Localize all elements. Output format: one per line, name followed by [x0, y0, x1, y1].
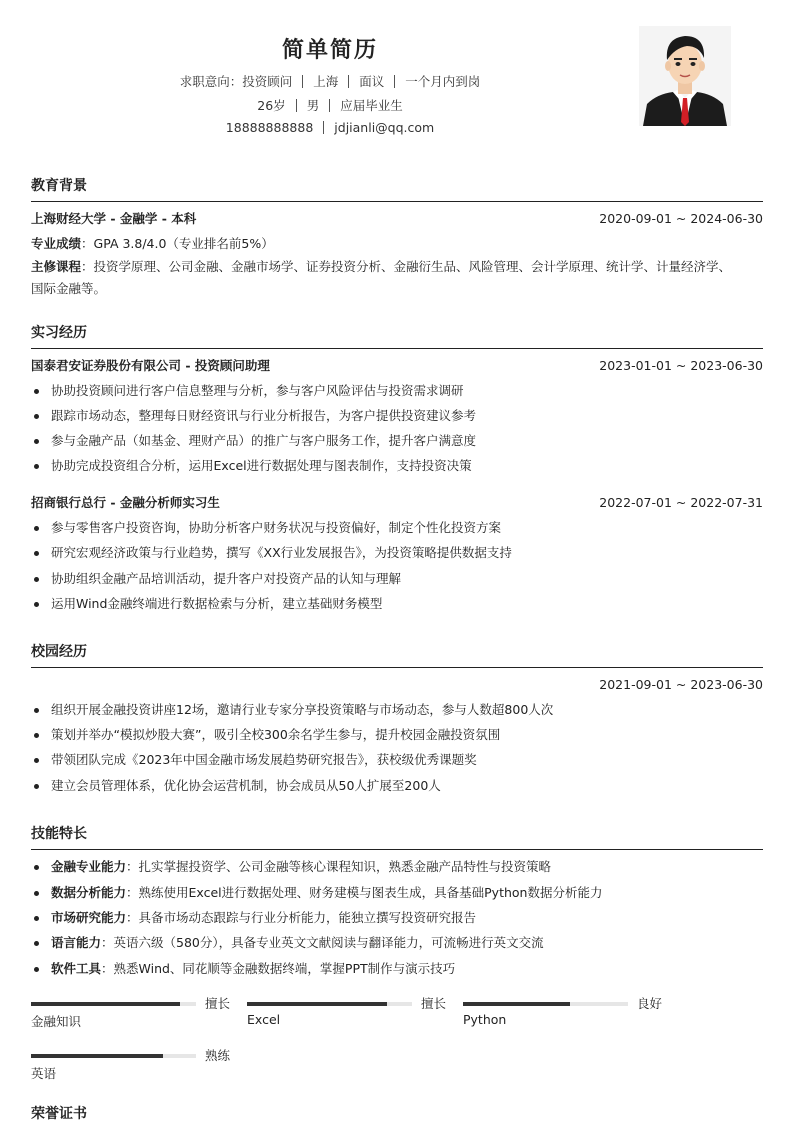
grade-row: [31, 235, 763, 253]
skill-item: [31, 909, 763, 927]
skill-text: ：熟悉Wind、同花顺等金融数据终端，掌握PPT制作与演示技巧: [101, 961, 456, 976]
email: jdjianli@qq.com: [334, 120, 435, 135]
list-item: 协助完成投资组合分析，运用Excel进行数据处理与图表制作，支持投资决策: [31, 457, 763, 475]
personal-info-line: [0, 96, 660, 114]
location: 上海: [313, 74, 339, 89]
job-header: [31, 494, 763, 512]
salary: 面议: [359, 74, 385, 89]
list-item: 研究宏观经济政策与行业趋势，撰写《XX行业发展报告》，为投资策略提供数据支持: [31, 544, 763, 562]
section-title-campus: 校园经历: [31, 641, 763, 668]
skill-label: 软件工具: [51, 961, 102, 976]
section-title-honors: 荣誉证书: [31, 1106, 87, 1122]
section-title-skills: 技能特长: [31, 823, 763, 850]
courses-label: 主修课程: [31, 259, 82, 274]
divider: [329, 99, 330, 112]
list-item: 跟踪市场动态，整理每日财经资讯与行业分析报告，为客户提供投资建议参考: [31, 407, 763, 425]
avatar: [639, 26, 731, 126]
skill-bar: [247, 998, 447, 1038]
grade-value: ：GPA 3.8/4.0（专业排名前5%）: [81, 236, 274, 251]
skill-bar: [31, 1050, 231, 1090]
skill-label: 市场研究能力: [51, 910, 127, 925]
skill-level: 良好: [637, 996, 663, 1011]
list-item: 建立会员管理体系，优化协会运营机制，协会成员从50人扩展至200人: [31, 777, 763, 795]
status: 应届毕业生: [340, 98, 403, 113]
skill-bar-track: [31, 1054, 196, 1058]
skill-name: Excel: [247, 1012, 281, 1027]
skill-name: Python: [463, 1012, 507, 1027]
divider: [394, 75, 395, 88]
skill-level: 擅长: [205, 996, 231, 1011]
skill-item: [31, 960, 763, 978]
availability: 一个月内到岗: [405, 74, 481, 89]
grade-label: 专业成绩: [31, 236, 82, 251]
job-header: [31, 357, 763, 375]
courses-row-cont: [31, 280, 763, 298]
courses-row: [31, 258, 763, 276]
skill-item: [31, 884, 763, 902]
divider: [302, 75, 303, 88]
skill-text: ：扎实掌握投资学、公司金融等核心课程知识，熟悉金融产品特性与投资策略: [126, 859, 552, 874]
skill-bar-fill: [31, 1054, 163, 1058]
divider: [323, 121, 324, 134]
skill-bar: [463, 998, 663, 1038]
job-date: 2023-01-01 ~ 2023-06-30: [599, 358, 763, 373]
divider: [348, 75, 349, 88]
skill-text: ：英语六级（580分），具备专业英文文献阅读与翻译能力，可流畅进行英文交流: [101, 935, 544, 950]
age: 26岁: [257, 98, 286, 113]
skill-bar-track: [31, 1002, 196, 1006]
resume-header: [0, 0, 794, 150]
job-intention: 求职意向：投资顾问: [179, 74, 293, 89]
list-item: 参与零售客户投资咨询，协助分析客户财务状况与投资偏好，制定个性化投资方案: [31, 519, 763, 537]
skill-text: ：熟练使用Excel进行数据处理、财务建模与图表生成，具备基础Python数据分析能力: [126, 885, 603, 900]
skill-label: 语言能力: [51, 935, 102, 950]
phone: 18888888888: [225, 120, 314, 135]
list-item: 组织开展金融投资讲座12场，邀请行业专家分享投资策略与市场动态，参与人数超800人次: [31, 701, 763, 719]
list-item: 运用Wind金融终端进行数据检索与分析，建立基础财务模型: [31, 595, 763, 613]
gender: 男: [306, 98, 320, 113]
skill-bar-fill: [31, 1002, 180, 1006]
divider: [296, 99, 297, 112]
list-item: 策划并举办“模拟炒股大赛”，吸引全校300余名学生参与，提升校园金融投资氛围: [31, 726, 763, 744]
courses-value-cont: 国际金融等。: [31, 281, 107, 296]
list-item: 带领团队完成《2023年中国金融市场发展趋势研究报告》，获校级优秀课题奖: [31, 751, 763, 769]
school-degree: 上海财经大学 - 金融学 - 本科: [31, 211, 197, 226]
job-company: 国泰君安证券股份有限公司 - 投资顾问助理: [31, 358, 270, 373]
skill-bar-track: [463, 1002, 628, 1006]
job-intention-line: [0, 72, 660, 90]
skill-item: [31, 934, 763, 952]
job-company: 招商银行总行 - 金融分析师实习生: [31, 495, 220, 510]
list-item: 协助投资顾问进行客户信息整理与分析，参与客户风险评估与投资需求调研: [31, 382, 763, 400]
list-item: 协助组织金融产品培训活动，提升客户对投资产品的认知与理解: [31, 570, 763, 588]
education-date: 2020-09-01 ~ 2024-06-30: [599, 211, 763, 226]
skill-level: 熟练: [205, 1048, 231, 1063]
skill-item: [31, 858, 763, 876]
skill-name: 金融知识: [31, 1014, 82, 1029]
skill-label: 金融专业能力: [51, 859, 127, 874]
skill-level: 擅长: [421, 996, 447, 1011]
section-title-education: 教育背景: [31, 175, 763, 202]
skill-label: 数据分析能力: [51, 885, 127, 900]
resume-name: 简单简历: [281, 38, 378, 63]
avatar-portrait-icon: [639, 26, 731, 126]
contact-line: [0, 120, 660, 135]
section-title-internship: 实习经历: [31, 322, 763, 349]
skill-text: ：具备市场动态跟踪与行业分析能力，能独立撰写投资研究报告: [126, 910, 477, 925]
courses-value: ：投资学原理、公司金融、金融市场学、证券投资分析、金融衍生品、风险管理、会计学原理、统计学、计量经济学、: [81, 259, 732, 274]
skill-name: 英语: [31, 1066, 57, 1081]
education-entry: [31, 210, 763, 228]
list-item: 参与金融产品（如基金、理财产品）的推广与客户服务工作，提升客户满意度: [31, 432, 763, 450]
skill-bar-fill: [247, 1002, 387, 1006]
skill-bar-track: [247, 1002, 412, 1006]
skill-bar-fill: [463, 1002, 570, 1006]
job-date: 2022-07-01 ~ 2022-07-31: [599, 495, 763, 510]
campus-date: 2021-09-01 ~ 2023-06-30: [599, 677, 763, 692]
skill-bar: [31, 998, 231, 1038]
